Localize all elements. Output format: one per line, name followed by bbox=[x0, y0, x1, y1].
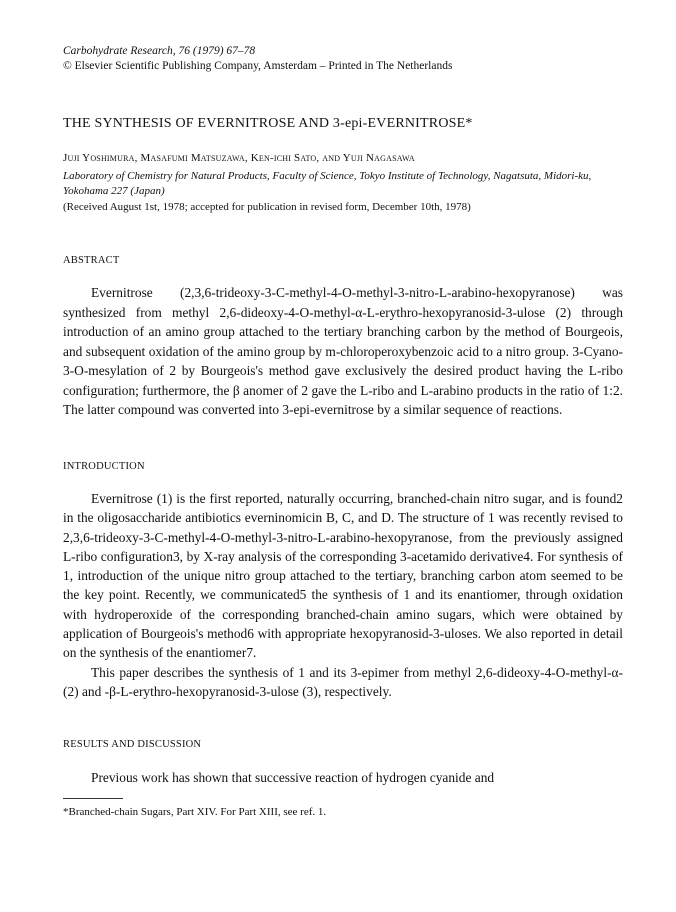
results-heading: RESULTS AND DISCUSSION bbox=[63, 739, 202, 750]
article-title: THE SYNTHESIS OF EVERNITROSE AND 3-epi-EVERNITROSE* bbox=[63, 116, 473, 131]
results-body bbox=[63, 768, 623, 787]
received-dates: (Received August 1st, 1978; accepted for publication in revised form, December 10th, 1978) bbox=[63, 201, 471, 213]
article-authors: Juji Yoshimura, Masafumi Matsuzawa, Ken-ichi Sato, and Yuji Nagasawa bbox=[63, 152, 415, 164]
journal-masthead bbox=[63, 44, 623, 74]
results-paragraph-1: Previous work has shown that successive reaction of hydrogen cyanide and bbox=[91, 770, 495, 785]
abstract-paragraph: Evernitrose (2,3,6-trideoxy-3-C-methyl-4-O-methyl-3-nitro-L-arabino-hexopyranose) was synthesized from methyl 2,6-dideoxy-4-O-methyl-α-L-erythro-hexopyranosid-3-ulose (2) through introduction of an amino group attached to the tertiary branching carbon by the method of Bourgeois, and subsequent oxidation of the amino group by m-chloroperoxybenzoic acid to a nitro group. 3-Cyano-3-O-mesylation of 2 by Bourgeois's method gave exclusively the desired product having the L-ribo configuration; furthermore, the β anomer of 2 gave the L-ribo and L-arabino products in the ratio of 1:2. The latter compound was converted into 3-epi-evernitrose by a similar sequence of reactions. bbox=[63, 285, 623, 417]
author-affiliation: Laboratory of Chemistry for Natural Products, Faculty of Science, Tokyo Institute of Technology, Nagatsuta, Midori-ku, Yokohama 227 (Japan) bbox=[63, 170, 592, 197]
footnote: *Branched-chain Sugars, Part XIV. For Part XIII, see ref. 1. bbox=[63, 806, 327, 818]
introduction-paragraph-2: This paper describes the synthesis of 1 and its 3-epimer from methyl 2,6-dideoxy-4-O-methyl-α- (2) and -β-L-erythro-hexopyranosid-3-ulose (3), respectively. bbox=[63, 664, 623, 699]
abstract-body bbox=[63, 283, 623, 420]
introduction-paragraph-1: Evernitrose (1) is the first reported, naturally occurring, branched-chain nitro sugar, and is found2 in the oligosaccharide antibiotics everninomicin B, C, and D. The structure of 1 was recently revised to 2,3,6-trideoxy-3-C-methyl-4-O-methyl-3-nitro-L-arabino-hexopyranose, from the previously assigned L-ribo configuration3, by X-ray analysis of the corresponding 3-acetamido derivative4. For synthesis of 1, introduction of the unique nitro group attached to the tertiary, branching carbon atom seemed to be the key point. Recently, we communicated5 the synthesis of 1 and its enantiomer, through oxidation with hydroperoxide of the corresponding branched-chain amino sugars, which were obtained by application of Bourgeois's method6 with appropriate hexopyranosid-3-uloses. We also reported in detail on the synthesis of the enantiomer7. bbox=[63, 491, 623, 661]
introduction-body bbox=[63, 489, 623, 701]
journal-citation: Carbohydrate Research, 76 (1979) 67–78 bbox=[63, 45, 256, 57]
footnote-rule bbox=[63, 798, 123, 799]
abstract-heading: ABSTRACT bbox=[63, 255, 120, 266]
introduction-heading: INTRODUCTION bbox=[63, 461, 145, 472]
publisher-line: © Elsevier Scientific Publishing Company, Amsterdam – Printed in The Netherlands bbox=[63, 60, 453, 72]
